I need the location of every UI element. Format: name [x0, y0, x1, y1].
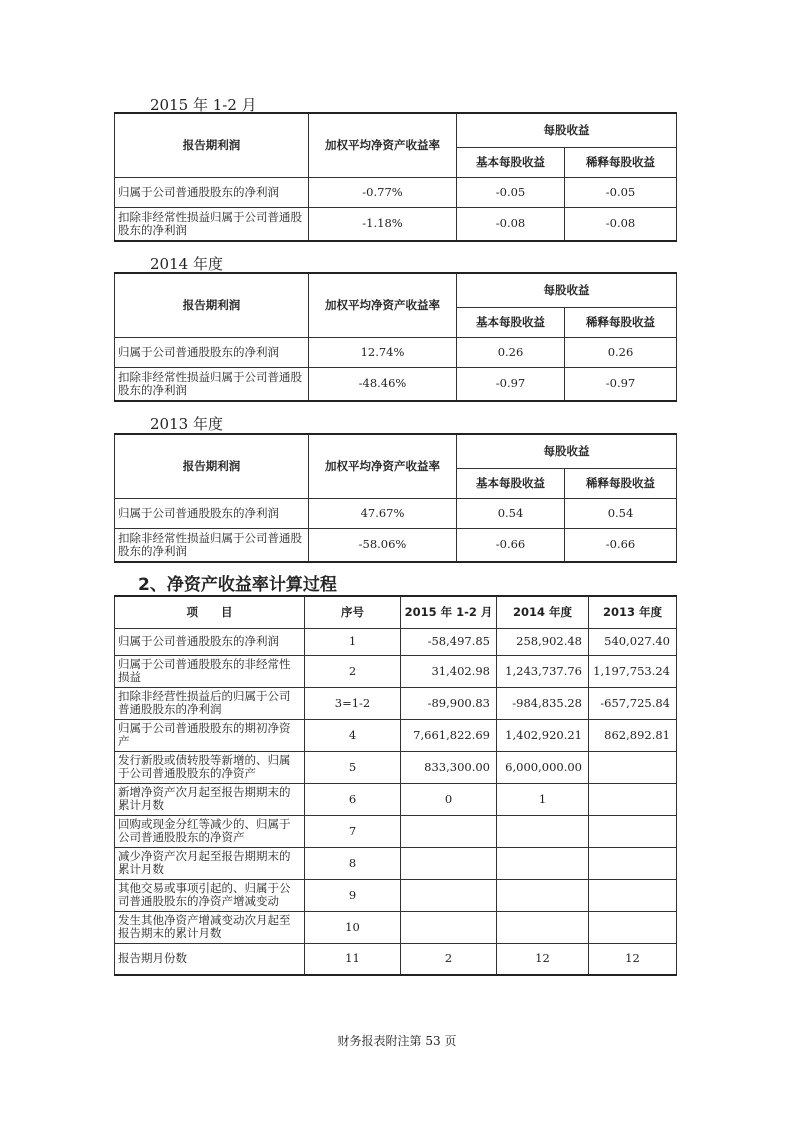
row-basic: -0.66 — [457, 528, 565, 562]
row-roe: 12.74% — [309, 337, 457, 367]
header-row — [115, 273, 677, 307]
row-2014: 1,402,920.21 — [497, 719, 589, 751]
row-2013 — [589, 847, 677, 879]
page-footer: 财务报表附注第 53 页 — [337, 1034, 457, 1048]
header-diluted: 稀释每股收益 — [565, 147, 677, 177]
header-eps: 每股收益 — [457, 113, 677, 147]
row-2013 — [589, 911, 677, 943]
row-seq: 6 — [305, 783, 401, 815]
row-2014: 6,000,000.00 — [497, 751, 589, 783]
header-eps: 每股收益 — [457, 434, 677, 468]
row-item: 减少净资产次月起至报告期期末的累计月数 — [115, 847, 305, 879]
row-item: 归属于公司普通股股东的净利润 — [115, 177, 309, 207]
row-2015: 7,661,822.69 — [401, 719, 497, 751]
row-2014: 12 — [497, 943, 589, 975]
row-2014: 1,243,737.76 — [497, 655, 589, 687]
row-2014 — [497, 879, 589, 911]
row-item: 扣除非经常性损益归属于公司普通股股东的净利润 — [115, 528, 309, 562]
table-row — [115, 879, 677, 911]
row-2013: 862,892.81 — [589, 719, 677, 751]
row-item: 发生其他净资产增减变动次月起至报告期末的累计月数 — [115, 911, 305, 943]
row-basic: -0.08 — [457, 207, 565, 241]
row-2015 — [401, 879, 497, 911]
row-seq: 4 — [305, 719, 401, 751]
row-2013 — [589, 783, 677, 815]
header-row — [115, 434, 677, 468]
table-row — [115, 911, 677, 943]
table-row — [115, 628, 677, 655]
header-2014: 2014 年度 — [497, 596, 589, 628]
row-diluted: 0.54 — [565, 498, 677, 528]
header-diluted: 稀释每股收益 — [565, 468, 677, 498]
row-2014: 1 — [497, 783, 589, 815]
header-profit: 报告期利润 — [115, 273, 309, 337]
row-2015: 2 — [401, 943, 497, 975]
eps-table-2013 — [114, 433, 677, 563]
table-row — [115, 177, 677, 207]
row-2013 — [589, 751, 677, 783]
row-diluted: -0.97 — [565, 367, 677, 401]
table-row — [115, 751, 677, 783]
row-item: 报告期月份数 — [115, 943, 305, 975]
header-item: 项 目 — [115, 596, 305, 628]
period-label-2015: 2015 年 1-2 月 — [150, 96, 257, 114]
period-label-2014: 2014 年度 — [150, 255, 223, 273]
row-diluted: -0.08 — [565, 207, 677, 241]
row-2015: 833,300.00 — [401, 751, 497, 783]
row-seq: 7 — [305, 815, 401, 847]
table-row — [115, 847, 677, 879]
row-item: 归属于公司普通股股东的非经常性损益 — [115, 655, 305, 687]
row-2015 — [401, 815, 497, 847]
row-2014 — [497, 911, 589, 943]
row-seq: 10 — [305, 911, 401, 943]
row-2015: 31,402.98 — [401, 655, 497, 687]
header-basic: 基本每股收益 — [457, 147, 565, 177]
table-row — [115, 367, 677, 401]
header-row — [115, 596, 677, 628]
row-seq: 2 — [305, 655, 401, 687]
row-diluted: -0.05 — [565, 177, 677, 207]
row-2013: 540,027.40 — [589, 628, 677, 655]
row-item: 扣除非经营性损益后的归属于公司普通股股东的净利润 — [115, 687, 305, 719]
table-row — [115, 337, 677, 367]
period-label-2013: 2013 年度 — [150, 415, 223, 433]
table-row — [115, 719, 677, 751]
row-item: 归属于公司普通股股东的净利润 — [115, 337, 309, 367]
row-item: 发行新股或债转股等新增的、归属于公司普通股股东的净资产 — [115, 751, 305, 783]
table-row — [115, 655, 677, 687]
row-2014: -984,835.28 — [497, 687, 589, 719]
header-basic: 基本每股收益 — [457, 307, 565, 337]
header-2015: 2015 年 1-2 月 — [401, 596, 497, 628]
row-2013: 12 — [589, 943, 677, 975]
header-row — [115, 113, 677, 147]
row-seq: 11 — [305, 943, 401, 975]
header-roe: 加权平均净资产收益率 — [309, 113, 457, 177]
row-2015: 0 — [401, 783, 497, 815]
row-seq: 3=1-2 — [305, 687, 401, 719]
row-roe: 47.67% — [309, 498, 457, 528]
header-eps: 每股收益 — [457, 273, 677, 307]
row-item: 新增净资产次月起至报告期期末的累计月数 — [115, 783, 305, 815]
table-row — [115, 207, 677, 241]
row-basic: -0.05 — [457, 177, 565, 207]
row-2015 — [401, 847, 497, 879]
row-2013: 1,197,753.24 — [589, 655, 677, 687]
row-2013: -657,725.84 — [589, 687, 677, 719]
header-profit: 报告期利润 — [115, 434, 309, 498]
row-roe: -58.06% — [309, 528, 457, 562]
row-2014 — [497, 815, 589, 847]
table-row — [115, 687, 677, 719]
header-2013: 2013 年度 — [589, 596, 677, 628]
header-profit: 报告期利润 — [115, 113, 309, 177]
section-title: 2、净资产收益率计算过程 — [138, 575, 337, 595]
header-basic: 基本每股收益 — [457, 468, 565, 498]
row-2015 — [401, 911, 497, 943]
row-2013 — [589, 879, 677, 911]
row-seq: 9 — [305, 879, 401, 911]
row-item: 扣除非经常性损益归属于公司普通股股东的净利润 — [115, 207, 309, 241]
row-roe: -1.18% — [309, 207, 457, 241]
header-roe: 加权平均净资产收益率 — [309, 434, 457, 498]
row-seq: 1 — [305, 628, 401, 655]
row-2015: -89,900.83 — [401, 687, 497, 719]
row-2013 — [589, 815, 677, 847]
row-item: 归属于公司普通股股东的净利润 — [115, 628, 305, 655]
eps-table-2014 — [114, 272, 677, 402]
row-2014 — [497, 847, 589, 879]
row-basic: -0.97 — [457, 367, 565, 401]
table-row — [115, 815, 677, 847]
roe-calculation-table — [114, 595, 677, 976]
row-roe: -0.77% — [309, 177, 457, 207]
row-seq: 5 — [305, 751, 401, 783]
row-item: 归属于公司普通股股东的期初净资产 — [115, 719, 305, 751]
row-item: 其他交易或事项引起的、归属于公司普通股股东的净资产增减变动 — [115, 879, 305, 911]
table-row — [115, 943, 677, 975]
row-item: 扣除非经常性损益归属于公司普通股股东的净利润 — [115, 367, 309, 401]
table-row — [115, 498, 677, 528]
header-diluted: 稀释每股收益 — [565, 307, 677, 337]
row-2014: 258,902.48 — [497, 628, 589, 655]
table-row — [115, 528, 677, 562]
row-diluted: -0.66 — [565, 528, 677, 562]
header-seq: 序号 — [305, 596, 401, 628]
row-basic: 0.26 — [457, 337, 565, 367]
row-basic: 0.54 — [457, 498, 565, 528]
row-item: 归属于公司普通股股东的净利润 — [115, 498, 309, 528]
row-roe: -48.46% — [309, 367, 457, 401]
row-diluted: 0.26 — [565, 337, 677, 367]
header-roe: 加权平均净资产收益率 — [309, 273, 457, 337]
table-row — [115, 783, 677, 815]
row-2015: -58,497.85 — [401, 628, 497, 655]
eps-table-2015 — [114, 112, 677, 242]
row-item: 回购或现金分红等减少的、归属于公司普通股股东的净资产 — [115, 815, 305, 847]
row-seq: 8 — [305, 847, 401, 879]
